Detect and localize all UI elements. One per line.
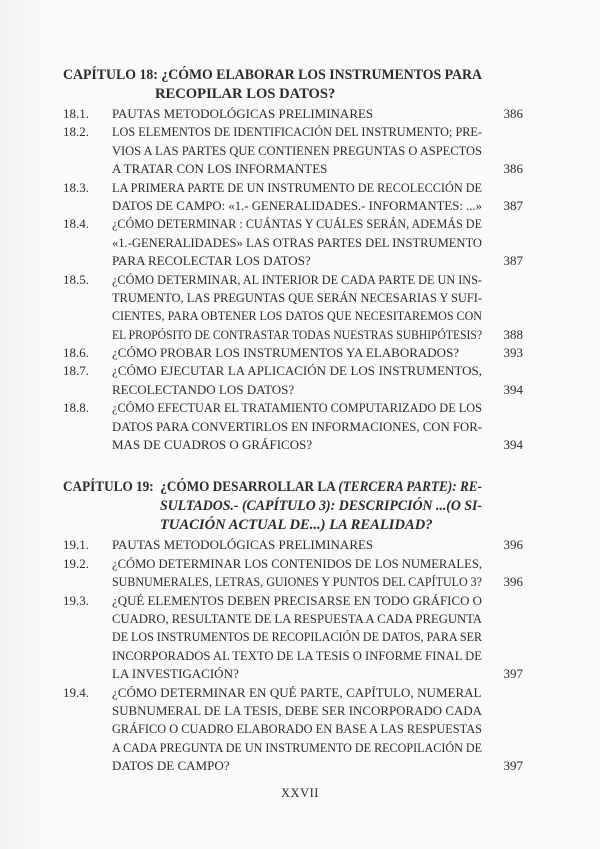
entry-text: SUBNUMERALES, LETRAS, GUIONES Y PUNTOS DEL CAPÍTULO 3? (112, 574, 482, 590)
entry-number: 19.3. (63, 592, 89, 608)
chapter-title-continuation: SULTADOS.- (CAPÍTULO 3): DESCRIPCIÓN ...(O SI- (160, 498, 482, 515)
toc-entry-row (63, 362, 523, 380)
toc-entry[interactable] (63, 179, 523, 216)
chapter-18-heading-line (63, 66, 482, 84)
entry-text: ¿CÓMO PROBAR LOS INSTRUMENTOS YA ELABORADOS? (112, 345, 460, 361)
chapter-title: ¿CÓMO DESARROLLAR LA (160, 479, 336, 496)
toc-entry[interactable] (63, 271, 523, 345)
entry-text: ¿CÓMO DETERMINAR : CUÁNTAS Y CUÁLES SERÁN, ADEMÁS DE (112, 216, 482, 232)
entry-text: VIOS A LAS PARTES QUE CONTIENEN PREGUNTAS O ASPECTOS (112, 142, 482, 158)
entry-number: 18.1. (63, 106, 89, 121)
chapter-18-heading (63, 66, 523, 104)
chapter-label: CAPÍTULO 19: (63, 479, 154, 496)
entry-text: DATOS DE CAMPO? (112, 758, 230, 774)
toc-entry-row (63, 344, 523, 362)
toc-entry-row (63, 160, 523, 178)
entry-text: TRUMENTO, LAS PREGUNTAS QUE SERÁN NECESARIAS Y SUFI- (112, 289, 482, 305)
entry-number: 18.4. (63, 216, 89, 232)
entry-text: LOS ELEMENTOS DE IDENTIFICACIÓN DEL INSTRUMENTO; PRE- (112, 124, 482, 140)
chapter-title: ¿CÓMO ELABORAR LOS INSTRUMENTOS PARA (161, 67, 482, 83)
toc-entry-row (63, 418, 523, 436)
toc-entry-row (63, 555, 523, 573)
entry-page-number: 386 (503, 106, 523, 121)
toc-entry-row (63, 647, 523, 665)
entry-text: PARA RECOLECTAR LOS DATOS? (112, 253, 311, 269)
page-number: XXVII (281, 786, 319, 800)
entry-number: 19.4. (63, 684, 89, 700)
page-edge-shadow (0, 0, 52, 849)
entry-text: RECOLECTANDO LOS DATOS? (112, 381, 295, 397)
entry-number: 18.8. (63, 400, 89, 416)
entry-number: 18.3. (63, 179, 89, 195)
chapter-title-italic: (TERCERA PARTE): RE- (338, 479, 482, 496)
toc-entry-row (63, 610, 523, 628)
toc-entry-row (63, 436, 523, 454)
entry-text: «1.-GENERALIDADES» LAS OTRAS PARTES DEL INSTRUMENTO (112, 234, 482, 250)
entry-text: A CADA PREGUNTA DE UN INSTRUMENTO DE RECOPILACIÓN DE (112, 739, 482, 755)
toc-entry-row (63, 720, 523, 738)
toc-entry-row (63, 326, 523, 344)
entry-text: CIENTES, PARA OBTENER LOS DATOS QUE NECESITAREMOS CON (112, 308, 482, 324)
entry-page-number: 387 (503, 253, 523, 269)
toc-entry-row (63, 234, 523, 252)
entry-text: MAS DE CUADROS O GRÁFICOS? (112, 437, 313, 453)
toc-entry-row (63, 252, 523, 270)
toc-entry[interactable] (63, 399, 523, 454)
toc-entry[interactable] (63, 555, 523, 592)
toc-entry-row (63, 271, 523, 289)
toc-entry[interactable] (63, 362, 523, 399)
entry-text: ¿CÓMO DETERMINAR, AL INTERIOR DE CADA PARTE DE UN INS- (112, 271, 482, 287)
entry-text: LA PRIMERA PARTE DE UN INSTRUMENTO DE RECOLECCIÓN DE (112, 179, 482, 195)
entry-page-number: 397 (503, 758, 523, 774)
chapter-label: CAPÍTULO 18: (63, 67, 158, 83)
toc-entry[interactable] (63, 123, 523, 178)
toc-entry-row (63, 628, 523, 646)
entry-text: PAUTAS METODOLÓGICAS PRELIMINARES (112, 106, 374, 121)
entry-text: PAUTAS METODOLÓGICAS PRELIMINARES (112, 537, 374, 553)
toc-entry-row (63, 179, 523, 197)
toc-entry-row (63, 684, 523, 702)
entry-text: ¿QUÉ ELEMENTOS DEBEN PRECISARSE EN TODO GRÁFICO O (112, 592, 482, 608)
toc-entry[interactable] (63, 536, 523, 554)
toc-entry-row (63, 215, 523, 233)
entry-page-number: 394 (503, 381, 523, 397)
entry-text: LA INVESTIGACIÓN? (112, 666, 239, 682)
toc-entry-row (63, 197, 523, 215)
chapter-19-entries (63, 536, 523, 775)
entry-number: 18.6. (63, 345, 89, 361)
chapter-title-continuation: RECOPILAR LOS DATOS? (155, 86, 336, 102)
entry-page-number: 396 (503, 537, 523, 553)
toc-entry-row (63, 739, 523, 757)
entry-text: GRÁFICO O CUADRO ELABORADO EN BASE A LAS RESPUESTAS (112, 721, 482, 737)
toc-entry-row (63, 702, 523, 720)
entry-text: EL PROPÓSITO DE CONTRASTAR TODAS NUESTRAS SUBHIPÓTESIS? (112, 326, 482, 342)
entry-page-number: 386 (503, 161, 523, 177)
entry-page-number: 388 (503, 326, 523, 342)
entry-text: INCORPORADOS AL TEXTO DE LA TESIS O INFORME FINAL DE (112, 647, 482, 663)
entry-text: ¿CÓMO DETERMINAR LOS CONTENIDOS DE LOS NUMERALES, (112, 555, 482, 571)
entry-text: DE LOS INSTRUMENTOS DE RECOPILACIÓN DE DATOS, PARA SER (112, 629, 482, 645)
entry-number: 19.1. (63, 537, 89, 553)
entry-text: DATOS DE CAMPO: «1.- GENERALIDADES.- INFORMANTES: ...» (112, 197, 482, 213)
entry-text: DATOS PARA CONVERTIRLOS EN INFORMACIONES, CON FOR- (112, 418, 482, 434)
entry-page-number: 393 (503, 345, 523, 361)
toc-entry-row (63, 307, 523, 325)
entry-page-number: 397 (503, 666, 523, 682)
entry-number: 18.7. (63, 363, 89, 379)
entry-number: 19.2. (63, 555, 89, 571)
toc-entry-row (63, 592, 523, 610)
entry-text: A TRATAR CON LOS INFORMANTES (112, 161, 328, 177)
chapter-18-entries (63, 105, 523, 454)
entry-text: ¿CÓMO DETERMINAR EN QUÉ PARTE, CAPÍTULO, NUMERAL (112, 684, 482, 700)
toc-entry[interactable] (63, 592, 523, 684)
entry-text: CUADRO, RESULTANTE DE LA RESPUESTA A CADA PREGUNTA (112, 610, 482, 626)
chapter-title-continuation: TUACIÓN ACTUAL DE...) LA REALIDAD? (160, 517, 433, 534)
toc-entry-row (63, 381, 523, 399)
chapter-19-heading (63, 478, 523, 535)
toc-entry-row (63, 665, 523, 683)
toc-entry[interactable] (63, 215, 523, 270)
entry-number: 18.5. (63, 271, 89, 287)
toc-entry-row (63, 399, 523, 417)
entry-text: ¿CÓMO EFECTUAR EL TRATAMIENTO COMPUTARIZADO DE LOS (112, 400, 482, 416)
toc-entry-row (63, 105, 523, 123)
entry-text: ¿CÓMO EJECUTAR LA APLICACIÓN DE LOS INSTRUMENTOS, (112, 363, 482, 379)
table-of-contents (63, 66, 523, 776)
entry-text: SUBNUMERAL DE LA TESIS, DEBE SER INCORPORADO CADA (112, 702, 482, 718)
toc-entry-row (63, 142, 523, 160)
toc-entry-row (63, 123, 523, 141)
toc-entry[interactable] (63, 105, 523, 123)
toc-entry-row (63, 573, 523, 591)
entry-number: 18.2. (63, 124, 89, 140)
entry-page-number: 396 (503, 574, 523, 590)
toc-entry-row (63, 757, 523, 775)
chapter-19-heading-line (63, 478, 482, 496)
toc-entry-row (63, 536, 523, 554)
toc-entry[interactable] (63, 684, 523, 776)
toc-entry[interactable] (63, 344, 523, 362)
entry-page-number: 394 (503, 437, 523, 453)
entry-page-number: 387 (503, 197, 523, 213)
toc-entry-row (63, 289, 523, 307)
